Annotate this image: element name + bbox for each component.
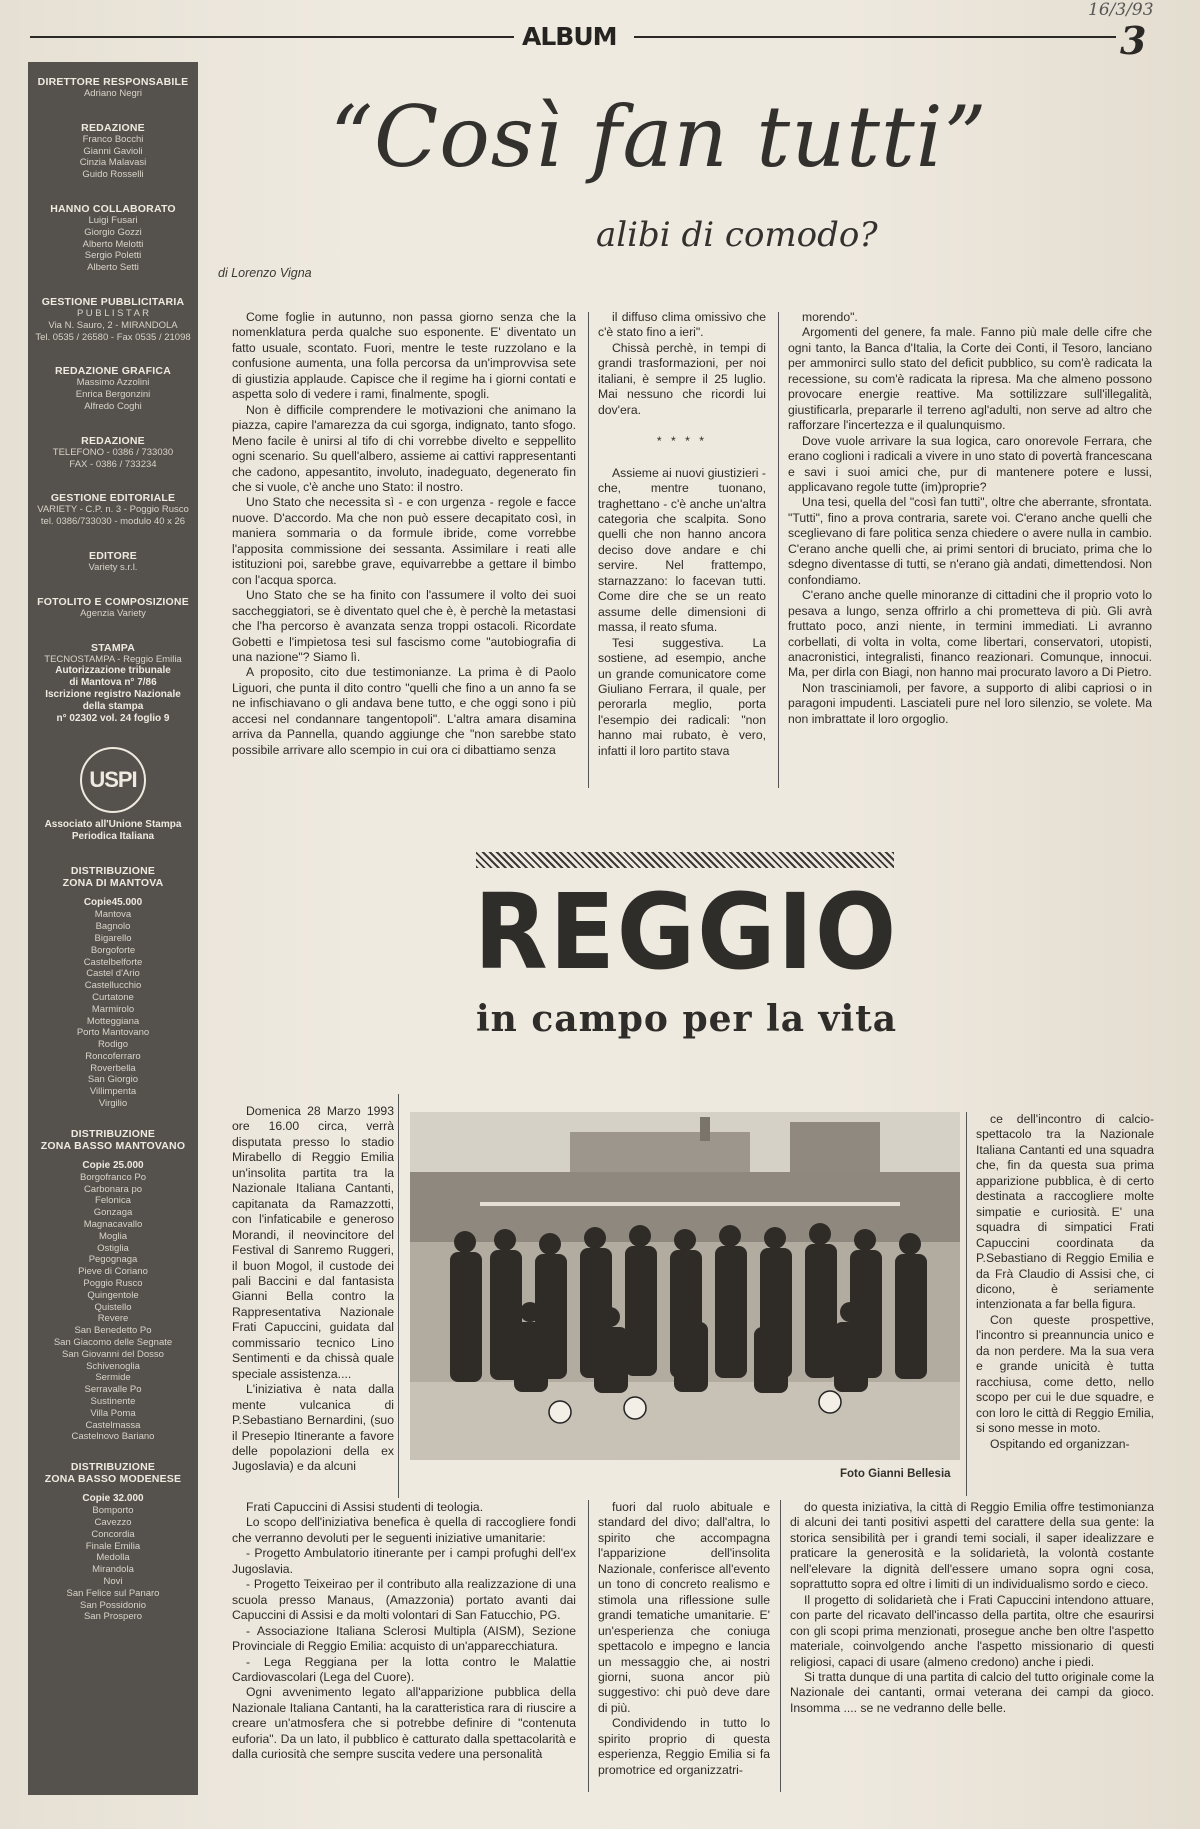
colophon-line: Cinzia Malavasi: [79, 157, 147, 169]
article2-column-right-top: [976, 1112, 1154, 1504]
distribution-town: Castelbelforte: [83, 956, 143, 968]
paragraph: Frati Capuccini di Assisi studenti di teologia.: [246, 1500, 484, 1514]
colophon-block: [28, 435, 198, 471]
distribution-town: San Possidonio: [79, 1599, 147, 1611]
colophon-block: [28, 642, 198, 726]
distribution-town: Villa Poma: [90, 1407, 136, 1419]
paragraph: Si tratta dunque di una partita di calcio del tutto originale come la Nazionale dei cantanti, ormai veterana dei campi da gioco. Insomma .... se ne vedranno delle belle.: [790, 1669, 1154, 1715]
distribution-town: Borgoforte: [90, 944, 136, 956]
paragraph: Assieme ai nuovi giustizieri - che, mentre tuonano, traghettano - c'è anche un'altra categoria che scalpita. Sono quelli che non hanno ancora deciso dove andare e chi servire. Nel frattempo, starnazzano: lo facevan tutti. Come dire che se un reato assume delle dimensioni di massa, il reato sfuma.: [598, 465, 766, 635]
paragraph: Domenica 28 Marzo 1993 ore 16.00 circa, verrà disputata presso lo stadio Mirabello di Reggio Emilia un'insolita partita tra la Nazionale Italiana Cantanti, capitanata da Ramazzotti, con l'infaticabile e generoso Morandi, il neovincitore del Festival di Sanremo Ruggeri, il buon Mogol, il custode dei pali Baccini e dal fantasista Gianni Bella contro la Rappresentativa Nazionale Frati Capuccini, guidata dal commissario tecnico Lino Sentimenti e da chissà quale speciale assistenza....: [232, 1104, 394, 1381]
colophon-block: [28, 296, 198, 343]
distribution-town: Finale Emilia: [85, 1540, 141, 1552]
distribution-town: Quistello: [94, 1301, 132, 1313]
distribution-town: Castellucchio: [84, 980, 142, 992]
colophon-heading: REDAZIONE: [81, 434, 145, 447]
colophon-line: Guido Rosselli: [82, 169, 144, 181]
distribution-town: Mirandola: [92, 1564, 134, 1576]
handwritten-date: 16/3/93: [1088, 0, 1154, 20]
colophon-line: Agenzia Variety: [80, 607, 146, 619]
distribution-heading: DISTRIBUZIONE: [70, 865, 156, 878]
paragraph: il diffuso clima omissivo che c'è stato fino a ieri".: [598, 310, 766, 340]
masthead-rule-left: [30, 36, 514, 38]
distribution-town: Borgofranco Po: [79, 1171, 146, 1183]
colophon-line: Luigi Fusari: [88, 214, 138, 226]
distribution-town: Castel d'Ario: [86, 968, 140, 980]
article2-column-3: [790, 1500, 1154, 1796]
paragraph: Tesi suggestiva. La sostiene, ad esempio, anche un grande comunicatore come Giuliano Ferrara, il quale, per perorarla meglio, porta l'esempio dei radicali: "non hanno mai rubato, è vero, infatti il loro partito stava: [598, 635, 766, 758]
distribution-heading: DISTRIBUZIONE: [70, 1127, 156, 1140]
colophon-bold-line: di Mantova n° 7/86: [69, 677, 157, 689]
logo-caption: [28, 819, 198, 843]
colophon-heading: STAMPA: [91, 641, 135, 654]
distribution-town: Gonzaga: [93, 1207, 133, 1219]
paragraph: fuori dal ruolo abituale e standard del divo; dall'altra, lo spirito che accompagna l'apparizione dell'insolita Nazionale, conferisce all'evento un tono di concreto realismo e stimola una riflessione sulle grandi tematiche umanitarie. E' un'esperienza che coniuga spettacolo e impegno e lancia un messaggio che, ai nostri giorni, suona ancor più suggestivo: chi può deve dare di più.: [598, 1500, 770, 1715]
subheadline: alibi di comodo?: [596, 215, 878, 255]
distribution-copies: Copie45.000: [83, 897, 143, 909]
paragraph: Una tesi, quella del "così fan tutti", oltre che aberrante, sfrontata. "Tutti", fino a prova contraria, sarete voi. C'erano anche quelli che sceglievano di fare politica senza chiedere o avere nulla in cambio. C'erano anche quelli che, ai primi sentori di bruciato, prima che lo sdegno diventasse di tutti, se n'erano già andati, dimettendosi. Non confondiamo.: [788, 495, 1152, 587]
distribution-town: Sermide: [95, 1372, 131, 1384]
distribution-town: San Felice sul Panaro: [66, 1587, 160, 1599]
colophon-line: Gianni Gavioli: [83, 145, 143, 157]
distribution-town: Carbonara po: [83, 1183, 143, 1195]
colophon-heading: REDAZIONE GRAFICA: [55, 365, 171, 378]
paragraph: Non trasciniamoli, per favore, a supporto di alibi capriosi o in paragoni impudenti. Lasciateli pure nel loro silenzio, se volete. Ma non imbrattate il loro orgoglio.: [788, 680, 1152, 726]
article2-intro-column: [232, 1104, 394, 1500]
distribution-town: Bigarello: [94, 932, 132, 944]
paragraph: C'erano anche quelle minoranze di cittadini che il proprio voto lo pesava a lungo, senza offrirlo a chi prometteva di più. Gli avrà fruttato poco, anzi niente, in termini immediati. Li avranno corbellati, di volta in volta, come libertari, conservatori, utopisti, anacronistici, integralisti, financo reazionari. Comunque, innocui. Ma, per dirla con Biagi, non hanno mai procurato lavoro a Di Pietro.: [788, 588, 1152, 680]
colophon-heading: HANNO COLLABORATO: [50, 202, 176, 215]
distribution-town: Revere: [97, 1313, 129, 1325]
colophon-block: [28, 76, 198, 100]
paragraph: Come foglie in autunno, non passa giorno senza che la nomenklatura perda qualche suo esponente. E' diventato un fatto usuale, scontato. Fuori, mentre le teste ruzzolano e la confusione aumenta, una folla percorsa da un'improvvisa sete di giustizia applaude. Capisce che il regime ha i giorni contati e aspetta solo di vedere i rami, finalmente, spogli.: [232, 310, 576, 402]
article2-column-2: [598, 1500, 770, 1796]
article1-column-1: [232, 310, 576, 790]
colophon-line: TECNOSTAMPA - Reggio Emilia: [44, 653, 182, 665]
distribution-town: Castelmassa: [85, 1419, 141, 1431]
distribution-town: Bomporto: [92, 1505, 134, 1517]
paragraph: Il progetto di solidarietà che i Frati Capuccini intendono attuare, con parte del ricavato dell'incasso della partita, oltre che esaurirsi con gli scopi prima menzionati, prosegue anche ben oltre l'aspetto materiale, coinvolgendo anche l'aspetto missionario di questi religiosi, capaci di usare (almeno credono) anche i piedi.: [790, 1592, 1154, 1669]
article1-column-2: [598, 310, 766, 790]
column-divider: [398, 1094, 399, 1498]
colophon-line: Alfredo Coghi: [84, 400, 142, 412]
paragraph: Argomenti del genere, fa male. Fanno più male delle cifre che ogni tanto, la Banca d'Italia, la Corte dei Conti, il Tesoro, lanciano per ammonirci sullo stato del deficit pubblico, su com'è radicata la recessione, su com'è radicata la ripresa. Ma che almeno possono provocare energie reattive. Ma sottilizzare sull'illegalità, giustificarla, prepararle il terreno agl'adulti, non serve ad altro che rafforzare l'incertezza e il qualunquismo.: [788, 325, 1152, 433]
column-divider: [588, 1500, 589, 1792]
column-divider: [778, 312, 779, 788]
colophon-block: [28, 596, 198, 620]
colophon-heading: GESTIONE PUBBLICITARIA: [41, 295, 185, 308]
distribution-heading: DISTRIBUZIONE: [70, 1461, 156, 1474]
paragraph: Con queste prospettive, l'incontro si preannuncia unico e da non perdere. Ma la sua vera e grande unicità è tutta racchiusa, come detto, nello scopo per cui le due squadre, e con loro le città di Reggio Emilia, si sono messe in moto.: [976, 1312, 1154, 1436]
colophon-block: [28, 550, 198, 574]
paragraph: Dove vuole arrivare la sua logica, caro onorevole Ferrara, che erano coglioni i radicali a vivere in uno stato di povertà francescana e savi i suoi amici che, pur di mantenere potere e lussi, applicavano regole tutte (im)proprie?: [788, 433, 1152, 494]
distribution-town: Novi: [103, 1575, 123, 1587]
distribution-town: Serravalle Po: [84, 1384, 142, 1396]
distribution-town: Quingentole: [87, 1289, 139, 1301]
distribution-town: Castelnovo Bariano: [71, 1431, 155, 1443]
distribution-town: San Giovanni del Dosso: [62, 1348, 164, 1360]
colophon-heading: FOTOLITO E COMPOSIZIONE: [37, 595, 189, 608]
section-separator: * * * *: [656, 434, 708, 449]
distribution-town: Marmirolo: [91, 1003, 135, 1015]
distribution-town: Pegognaga: [88, 1254, 138, 1266]
column-divider: [780, 1500, 781, 1792]
paragraph: Lo scopo dell'iniziativa benefica è quella di raccogliere fondi che verranno devoluti per le seguenti iniziative umanitarie:: [232, 1515, 576, 1545]
paragraph: A proposito, cito due testimonianze. La prima è di Paolo Liguori, che punta il dito contro "quelli che fino a un anno fa se ne infischiavano o gli andava bene tutto, e che oggi sono i più accesi nel condannare tangentopoli". L'altra amara disamina arriva da Pannella, quando aggiunge che "non sarebbe stato possibile arrivare allo scempio in cui ora ci dibattiamo senza: [232, 665, 576, 757]
headline: “Così fan tutti”: [330, 88, 988, 186]
distribution-town: San Prospero: [83, 1611, 143, 1623]
colophon-sidebar: [28, 62, 198, 1795]
colophon-line: Alberto Setti: [87, 262, 139, 274]
paragraph: Ospitando ed organizzan-: [990, 1436, 1130, 1451]
colophon-heading: REDAZIONE: [81, 121, 145, 134]
colophon-heading: GESTIONE EDITORIALE: [50, 492, 176, 505]
distribution-town: Mantova: [94, 909, 132, 921]
logo-caption-line: Periodica Italiana: [71, 831, 155, 843]
paragraph: Uno Stato che necessita sì - e con urgenza - regole e facce nuove. D'accordo. Ma che non può essere decapitato così, in maniera sommaria o da formule ibride, come vorrebbe l'apposita commissione dei sessanta. Assimilare i reati alle istituzioni poi, sarebbe grave, equivarrebbe a gettare il bimbo con l'acqua sporca.: [232, 495, 576, 587]
paragraph: Non è difficile comprendere le motivazioni che animano la piazza, capire l'amarezza da cui sgorga, indignato, tanto sfogo. Meno facile è unirsi al tifo di chi vorrebbe divelto e seppellito ogni scenario. Su quell'albero, assieme ai cattivi rappresentanti che cadono, appesantito, involuto, inadeguato, degenerato fin che si vuole, c'è anche uno Stato: il nostro.: [232, 402, 576, 494]
colophon-line: Sergio Poletti: [84, 250, 142, 262]
paragraph: - Associazione Italiana Sclerosi Multipla (AISM), Sezione Provinciale di Reggio Emilia: acquisto di un'apparecchiatura.: [232, 1623, 576, 1654]
colophon-line: FAX - 0386 / 733234: [69, 458, 157, 470]
subheadline-reggio: in campo per la vita: [476, 998, 898, 1040]
distribution-town: Moglia: [99, 1230, 127, 1242]
colophon-line: Variety s.r.l.: [88, 561, 138, 573]
distribution-town: Curtatone: [92, 991, 134, 1003]
distribution-town: San Giacomo delle Segnate: [53, 1337, 173, 1349]
colophon-line: TELEFONO - 0386 / 733030: [52, 446, 174, 458]
colophon-bold-line: della stampa: [82, 701, 144, 713]
logo-caption-line: Associato all'Unione Stampa: [44, 819, 182, 831]
column-divider: [966, 1112, 967, 1496]
byline: di Lorenzo Vigna: [218, 266, 312, 280]
photo-credit: Foto Gianni Bellesia: [840, 1468, 951, 1480]
colophon-bold-line: n° 02302 vol. 24 foglio 9: [56, 713, 170, 725]
distribution-town: Motteggiana: [86, 1015, 140, 1027]
headline-reggio: REGGIO: [474, 871, 899, 993]
paragraph: L'iniziativa è nata dalla mente vulcanica di P.Sebastiano Bernardini, (suo il Presepio Itinerante a favore delle popolazioni della ex Jugoslavia) e da alcuni: [232, 1382, 394, 1474]
distribution-town: Virgilio: [98, 1098, 128, 1110]
paragraph: do questa iniziativa, la città di Reggio Emilia offre testimonianza di alcuni dei tanti positivi aspetti del carattere della sua gente: la storica sensibilità per i grandi temi sociali, il saper idealizzare e praticare la generosità e la solidarietà, la volontà costante nell'elevare la dignità dell'essere umano sopra ogni cosa, soprattutto sopra ed oltre i limiti di un individualismo sordo e cieco.: [790, 1500, 1154, 1592]
colophon-line: Massimo Azzolini: [76, 377, 150, 389]
distribution-copies: Copie 32.000: [82, 1493, 144, 1505]
friars-team-photo-illustration: [410, 1112, 960, 1460]
distribution-town: Rodigo: [97, 1039, 129, 1051]
paragraph: Ogni avvenimento legato all'apparizione pubblica della Nazionale Italiana Cantanti, ha la caratteristica rara di riuscire a creare un'atmosfera che si potrebbe definire di "contenuta euforia". Da un lato, il pubblico è catturato dalla spettacolarità e dalla curiosità che sempre suscita vedere una personalità: [232, 1685, 576, 1762]
page-number: 3: [1120, 18, 1147, 63]
distribution-block: [28, 1461, 198, 1623]
distribution-town: Roverbella: [90, 1062, 136, 1074]
paragraph: - Progetto Ambulatorio itinerante per i campi profughi dell'ex Jugoslavia.: [232, 1546, 576, 1576]
distribution-heading: ZONA DI MANTOVA: [62, 877, 164, 890]
distribution-town: Schivenoglia: [86, 1360, 140, 1372]
colophon-line: Giorgio Gozzi: [84, 226, 142, 238]
paragraph: - Progetto Teixeirao per il contributo alla realizzazione di una scuola presso Manaus, (Amazzonia) portato avanti dai Capuccini di Assisi e da molti volontari di San Fatucchio, PG.: [232, 1577, 576, 1623]
distribution-town: Cavezzo: [94, 1517, 132, 1528]
distribution-town: San Giorgio: [87, 1074, 139, 1086]
distribution-town: Roncoferraro: [85, 1050, 141, 1062]
distribution-block: [28, 865, 198, 1110]
colophon-line: Adriano Negri: [83, 88, 143, 99]
distribution-town: San Benedetto Po: [74, 1325, 152, 1337]
masthead-rule-right: [634, 36, 1116, 38]
distribution-heading: ZONA BASSO MANTOVANO: [40, 1139, 186, 1152]
distribution-block: [28, 1128, 198, 1443]
colophon-bold-line: Iscrizione registro Nazionale: [45, 689, 181, 701]
distribution-town: Sustinente: [90, 1396, 136, 1408]
distribution-town: Medolla: [96, 1552, 130, 1564]
distribution-town: Concordia: [91, 1528, 135, 1540]
colophon-block: [28, 203, 198, 274]
colophon-block: [28, 492, 198, 528]
colophon-line: Alberto Melotti: [82, 238, 144, 250]
colophon-bold-line: Autorizzazione tribunale: [55, 665, 171, 677]
paragraph: Uno Stato che se ha finito con l'assumere il volto dei suoi saccheggiatori, se è diventato quel che è, è perchè la metastasi che l'ha percorso è avanzata senza troppi ostacoli. Ricordate Gobetti e l'impietosa tesi sul fascismo come "autobiografia di una nazione"? Siamo lì.: [232, 588, 576, 664]
colophon-heading: EDITORE: [89, 549, 137, 562]
paragraph: morendo".: [802, 310, 858, 324]
distribution-town: Magnacavallo: [83, 1219, 143, 1231]
colophon-line: tel. 0386/733030 - modulo 40 x 26: [40, 516, 186, 528]
distribution-town: Felonica: [95, 1195, 131, 1207]
paragraph: Chissà perchè, in tempi di grandi trasformazioni, per noi italiani, è sempre il 25 luglio. Mai nessuno che ricordi lui dov'era.: [598, 340, 766, 417]
colophon-block: [28, 365, 198, 412]
distribution-heading: ZONA BASSO MODENESE: [44, 1473, 182, 1486]
colophon-line: Franco Bocchi: [82, 133, 144, 145]
article2-column-1: [232, 1500, 576, 1796]
colophon-line: P U B L I S T A R: [77, 307, 149, 319]
colophon-line: Tel. 0535 / 26580 - Fax 0535 / 21098: [35, 331, 191, 343]
team-photo: [410, 1112, 960, 1460]
colophon-line: Via N. Sauro, 2 - MIRANDOLA: [48, 319, 178, 331]
masthead: ALBUM: [522, 22, 617, 51]
decorative-hatch-bar: [476, 852, 894, 868]
distribution-town: Poggio Rusco: [83, 1278, 143, 1290]
distribution-town: Bagnolo: [95, 921, 131, 933]
distribution-town: Porto Mantovano: [76, 1027, 150, 1039]
distribution-town: Ostiglia: [97, 1242, 129, 1254]
uspi-logo: USPI: [80, 747, 146, 813]
colophon-line: Enrica Bergonzini: [75, 389, 151, 401]
paragraph: - Lega Reggiana per la lotta contro le Malattie Cardiovascolari (Lega del Cuore).: [232, 1654, 576, 1684]
colophon-heading: DIRETTORE RESPONSABILE: [37, 76, 189, 88]
distribution-town: Pieve di Coriano: [78, 1266, 148, 1278]
article1-column-3: [788, 310, 1152, 790]
colophon-block: [28, 122, 198, 181]
paragraph: Condividendo in tutto lo spirito proprio di questa esperienza, Reggio Emilia si fa promotrice ed organizzatri-: [598, 1716, 770, 1777]
distribution-copies: Copie 25.000: [82, 1159, 144, 1171]
distribution-town: Villimpenta: [89, 1086, 137, 1098]
paragraph: ce dell'incontro di calcio-spettacolo tra la Nazionale Italiana Cantanti ed una squadra che, fin da questa sua prima apparizione pubblica, è di certo destinata a raccogliere molte simpatie e curiosità. E' una squadra di simpatici Frati Capuccini coordinata da P.Sebastiano di Reggio Emilia e da Frà Claudio di Assisi che, ci dicono, è seriamente intenzionata a far bella figura.: [976, 1112, 1154, 1312]
column-divider: [588, 312, 589, 788]
colophon-line: VARIETY - C.P. n. 3 - Poggio Rusco: [37, 504, 189, 516]
